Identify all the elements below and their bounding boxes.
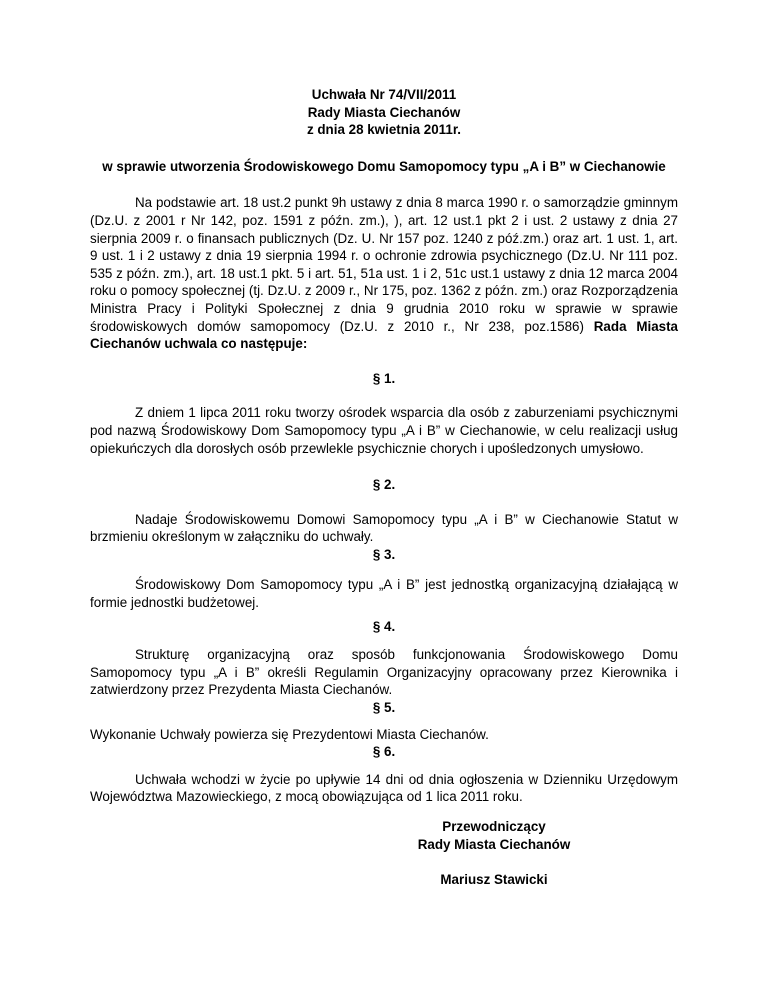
section-4-mark: § 4. xyxy=(372,618,396,634)
resolution-date: z dnia 28 kwietnia 2011r. xyxy=(306,122,462,138)
preamble-closing: Rada Miasta Ciechanów uchwala co następuje: xyxy=(90,318,678,352)
section-5-text: Wykonanie Uchwały powierza się Prezydentowi Miasta Ciechanów. xyxy=(90,726,489,742)
preamble-text: Na podstawie art. 18 ust.2 punkt 9h ustawy z dnia 8 marca 1990 r. o samorządzie gminnym (Dz.U. z 2001 r Nr 142, poz. 1591 z późn. zm.), ), art. 12 ust.1 pkt 2 i ust. 2 ustawy z dnia 27 sierpnia 2009 r. o finansach publicznych (Dz. U. Nr 157 poz. 1240 z póź.zm.) oraz art. 1 ust. 1, art. 9 ust. 1 i 2 ustawy z dnia 19 sierpnia 1994 r. o ochronie zdrowia psychicznego (Dz.U. Nr 111 poz. 535 z późn. zm.), art. 18 ust.1 pkt. 5 i art. 51, 51a ust. 1 i 2, 51c ust.1 ustawy z dnia 12 marca 2004 roku o pomocy społecznej (tj. Dz.U. z 2009 r., Nr 175, poz. 1362 z późn. zm.) oraz Rozporządzenia Ministra Pracy i Polityki Społecznej z dnia 9 grudnia 2010 roku w sprawie w sprawie środowiskowych domów samopomocy (Dz.U. z 2010 r., Nr 238, poz.1586) xyxy=(90,195,678,334)
section-4-text: Strukturę organizacyjną oraz sposób funkcjonowania Środowiskowego Domu Samopomocy typu „A i B” określi Regulamin Organizacyjny opracowany przez Kierownika i zatwierdzony przez Prezydenta Miasta Ciechanów. xyxy=(90,647,678,698)
section-6-mark: § 6. xyxy=(372,744,396,760)
signature-name: Mariusz Stawicki xyxy=(440,872,548,887)
resolution-header xyxy=(90,86,678,139)
section-1-text: Z dniem 1 lipca 2011 roku tworzy ośrodek wsparcia dla osób z zaburzeniami psychicznymi pod nazwą Środowiskowy Dom Samopomocy typu „A i B” w Ciechanowie, w celu realizacji usług opiekuńczych dla dorosłych osób przewlekle psychicznie chorych i upośledzonych umysłowo. xyxy=(90,405,678,456)
section-5-mark: § 5. xyxy=(372,700,396,716)
section-3-text: Środowiskowy Dom Samopomocy typu „A i B” jest jednostką organizacyjną działającą w formie jednostki budżetowej. xyxy=(90,577,678,611)
section-6-text: Uchwała wchodzi w życie po upływie 14 dni od dnia ogłoszenia w Dzienniku Urzędowym Województwa Mazowieckiego, z mocą obowiązująca od 1 lica 2011 roku. xyxy=(90,771,678,805)
signature-council: Rady Miasta Ciechanów xyxy=(417,837,571,852)
resolution-number: Uchwała Nr 74/VII/2011 xyxy=(311,87,457,102)
section-3-mark: § 3. xyxy=(372,546,396,562)
section-1-mark: § 1. xyxy=(372,370,396,386)
resolution-subject: w sprawie utworzenia Środowiskowego Domu Samopomocy typu „A i B” w Ciechanowie xyxy=(102,158,666,174)
preamble xyxy=(90,194,678,352)
document-page xyxy=(90,86,678,806)
signature-title: Przewodniczący xyxy=(442,819,546,834)
section-2-text: Nadaje Środowiskowemu Domowi Samopomocy typu „A i B” w Ciechanowie Statut w brzmieniu określonym w załączniku do uchwały. xyxy=(90,511,678,545)
section-2-mark: § 2. xyxy=(372,477,396,493)
council-name: Rady Miasta Ciechanów xyxy=(307,104,461,120)
